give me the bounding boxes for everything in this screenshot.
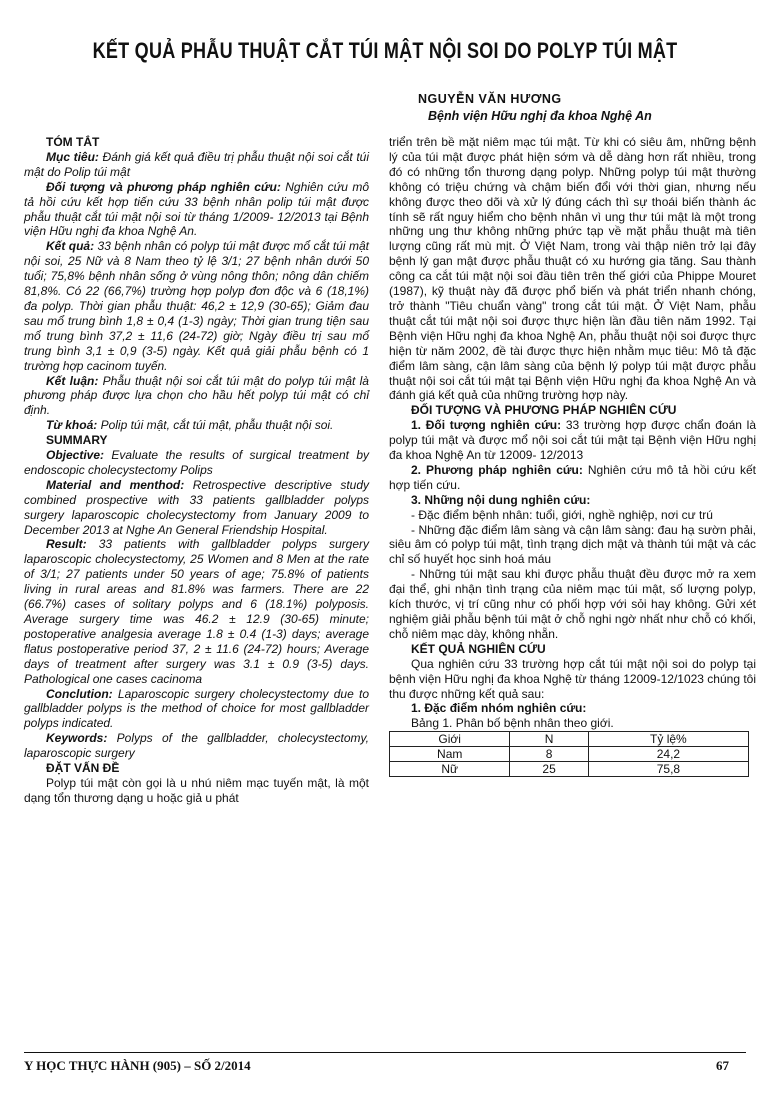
objective-text-en: Evaluate the results of surgical treatment by endoscopic cholecystectomy Polips — [24, 448, 369, 477]
table-cell: Nữ — [390, 762, 510, 777]
methods-paragraph-vi — [24, 180, 369, 240]
methods-label-vi: Đối tượng và phương pháp nghiên cứu: — [46, 179, 281, 194]
method-paragraph — [389, 463, 756, 493]
table-cell: Nam — [390, 747, 510, 762]
keywords-label-vi: Từ khoá: — [46, 418, 98, 433]
gender-table — [389, 731, 749, 777]
results-heading: KẾT QUẢ NGHIÊN CỨU — [411, 641, 546, 656]
keywords-text-vi: Polip túi mật, cắt túi mật, phẫu thuật nội soi. — [97, 418, 334, 433]
conclusion-label-en: Conclution: — [46, 686, 113, 701]
author-affiliation: Bệnh viện Hữu nghị đa khoa Nghệ An — [428, 109, 652, 123]
page-number: 67 — [716, 1058, 729, 1073]
right-column — [389, 135, 756, 777]
keywords-paragraph-en — [24, 731, 369, 761]
table-header-row — [390, 732, 749, 747]
keywords-label-en: Keywords: — [46, 731, 108, 746]
footer-rule — [24, 1052, 746, 1053]
objective-paragraph-vi — [24, 150, 369, 180]
journal-footer: Y HỌC THỰC HÀNH (905) – SỐ 2/2014 — [24, 1058, 251, 1073]
introduction-paragraph-start: Polyp túi mật còn gọi là u nhú niêm mạc tuyến mật, là một dạng tổn thương dạng u hoặc giả u phát — [24, 775, 369, 805]
table-row — [390, 747, 749, 762]
table-caption: Bảng 1. Phân bố bệnh nhân theo giới. — [411, 716, 614, 731]
table-header-cell: Giới — [390, 732, 510, 747]
objective-label-en: Objective: — [46, 448, 105, 463]
conclusion-paragraph-vi — [24, 374, 369, 419]
conclusion-paragraph-en — [24, 687, 369, 732]
abstract-heading: TÓM TẮT — [46, 135, 100, 149]
table-cell: 75,8 — [588, 762, 748, 777]
methods-label-en: Material and menthod: — [46, 477, 185, 492]
introduction-paragraph-continued: triển trên bề mặt niêm mạc túi mật. Từ khi có siêu âm, những bệnh lý của túi mật được phát hiện sớm và dễ dàng hơn rất nhiều, trong đó có những tổn thương dạng polyp. Những polyp túi mật thường không có triệu chứng và chậm biến đổi với thời gian, nhưng nếu không được theo dõi và xử lý đúng cách thì sự thoái biến thành ác tính sẽ rất nguy hiểm cho bệnh nhân vì ung thư túi mật là một trong những ung thư không những phức tạp về mặt phẫu thuật mà tiên lượng cũng rất mù mịt. Ở Việt Nam, trong vài thập niên trở lại đây bệnh lý gan mật được phẫu thuật có xu hướng gia tăng. Sau thành công ca cắt túi mật nội soi đầu tiên trên thế giới của Phippe Mouret (1987), kỹ thuật này đã được phổ biến và phát triển nhanh chóng, trở thành "Tiêu chuẩn vàng" trong cắt túi mật. Ở Việt Nam, phẫu thuật cắt túi mật nội soi được thực hiện lần đầu tiên năm 1992. Tại Bệnh viện Hữu nghị đa khoa Nghệ An, phẫu thuật nội soi được thực hiện từ năm 2002, đề tài được thực hiện nhằm mục tiêu: Mô tả đặc điểm lâm sàng, cận lâm sàng của bệnh lý polyp túi mật được phẫu thuật nội soi cắt túi mật tại Bệnh viện Hữu nghị đa khoa Nghệ An và đánh giá kết quả của những trường hợp này. — [389, 135, 756, 403]
results-paragraph-en — [24, 537, 369, 686]
objective-text-vi: Đánh giá kết quả điều trị phẫu thuật nội soi cắt túi mật do Polip túi mật — [24, 149, 369, 179]
subjects-text: 33 trường hợp được chẩn đoán là polyp túi mật và được mổ nội soi cắt túi mật tại Bệnh viện Hữu nghị đa khoa Nghệ An từ 12009- 12/2013 — [389, 418, 756, 463]
method-text: Nghiên cứu mô tả hồi cứu kết hợp tiến cứu. — [389, 462, 756, 492]
results-paragraph-vi — [24, 239, 369, 373]
table-row — [390, 762, 749, 777]
left-column — [24, 135, 369, 806]
methods-heading: ĐỐI TƯỢNG VÀ PHƯƠNG PHÁP NGHIÊN CỨU — [411, 403, 677, 418]
introduction-heading: ĐẶT VẤN ĐỀ — [46, 761, 120, 776]
conclusion-text-vi: Phẫu thuật nội soi cắt túi mật do polyp túi mật là phương pháp được lựa chọn cho hầu hết polyp túi mật có chỉ định. — [24, 373, 369, 418]
keywords-text-en: Polyps of the gallbladder, cholecystectomy, laparoscopic surgery — [24, 731, 369, 761]
list-item: - Những đặc điểm lâm sàng và cận lâm sàng: đau hạ sườn phải, siêu âm có polyp túi mật, tình trạng dịch mật và thành túi mật và các chỉ số huyết học sinh hoá máu — [389, 522, 756, 567]
list-item: - Đặc điểm bệnh nhân: tuổi, giới, nghề nghiệp, nơi cư trú — [411, 507, 713, 522]
table-header-cell: Tỷ lệ% — [588, 732, 748, 747]
table-cell: 25 — [510, 762, 588, 777]
results-label-en: Result: — [46, 537, 87, 552]
author-name: NGUYỄN VĂN HƯƠNG — [418, 92, 562, 106]
contents-label: 3. Những nội dung nghiên cứu: — [411, 492, 591, 507]
methods-paragraph-en — [24, 478, 369, 538]
conclusion-label-vi: Kết luận: — [46, 373, 99, 388]
results-text-en: 33 patients with gallbladder polyps surgery laparoscopic cholecystectomy, 25 Women and 8 Men at the rate of 3/1; 27 patients under 50 years of age; 75.8% of patients living in rural areas and 81.8% was farmers. There are 22 (66.7%) cases of solitary polyps and 6 (18.1%) polyposis. Average surgery time was 46.2 ± 12.9 (30-65) minute; postoperative analgesia average 1.8 ± 0.4 (1-3) days; average flatus postoperative period 37, 2 ± 11.6 (24-72) hours; Average days of treatment after surgery was 3.1 ± 0.9 (3-5) days. Pathological one cases cacinoma — [24, 537, 369, 686]
keywords-paragraph-vi — [24, 418, 369, 433]
summary-heading: SUMMARY — [46, 433, 108, 448]
methods-text-vi: Nghiên cứu mô tả hồi cứu kết hợp tiến cứu 33 bệnh nhân polip túi mật được phẫu thuật cắt túi mật nội soi từ tháng 1/2009- 12/2013 tại Bệnh viện Hữu nghị đa khoa Nghệ An. — [24, 179, 369, 239]
subjects-paragraph — [389, 418, 756, 463]
group-characteristics-label: 1. Đặc điểm nhóm nghiên cứu: — [411, 701, 587, 716]
conclusion-text-en: Laparoscopic surgery cholecystectomy due to gallbladder polyps is the method of choice for most gallbladder polyps indicated. — [24, 686, 369, 731]
methods-text-en: Retrospective descriptive study combined prospective with 33 patients gallbladder polyps surgery laparoscopic cholecystectomy from January 2009 to December 2013 at Nghe An General Friendship Hospital. — [24, 477, 370, 537]
objective-label-vi: Mục tiêu: — [46, 149, 99, 164]
results-intro: Qua nghiên cứu 33 trường hợp cắt túi mật nội soi do polyp tại bệnh viện Hữu nghị đa khoa Nghệ từ tháng 12009-12/1023 chúng tôi thu được những kết quả sau: — [389, 656, 757, 701]
method-label: 2. Phương pháp nghiên cứu: — [411, 462, 583, 477]
results-label-vi: Kết quả: — [46, 239, 95, 254]
results-text-vi: 33 bệnh nhân có polyp túi mật được mổ cắt túi mật nội soi, 25 Nữ và 8 Nam theo tỷ lệ 3/1; 27 bệnh nhân dưới 50 tuổi; 75,8% bệnh nhân sống ở vùng nông thôn; nông dân chiếm 81,8%. Có 22 (66,7%) trường hợp polyp đơn độc và 6 (18,1%) đa polyp. Thời gian phẫu thuật: 46,2 ± 12,9 (30-65); Giảm đau sau mổ trung bình 1,8 ± 0,4 (1-3) ngày; Thời gian trung tiện sau mổ trung bình 37,2 ± 11,6 (24-72) giờ; Ngày điều trị sau mổ trung bình 3,1 ± 0,9 (3-5) ngày. Kết quả giải phẫu bệnh có 1 trường hợp cacinom tuyến. — [24, 239, 369, 373]
table-header-cell: N — [510, 732, 588, 747]
subjects-label: 1. Đối tượng nghiên cứu: — [411, 418, 562, 433]
table-cell: 24,2 — [588, 747, 748, 762]
table-cell: 8 — [510, 747, 588, 762]
objective-paragraph-en — [24, 448, 369, 478]
list-item: - Những túi mật sau khi được phẫu thuật đều được mở ra xem đại thể, ghi nhận tình trạng của niêm mạc túi mật, số lượng polyp, kích thước, vị trí cũng như có phối hợp với sỏi hay không. Gửi xét nghiệm giải phẫu bệnh túi mật ở chỗ nghi ngờ nhất như chỗ có khối, chỗ niêm mạc dày, không nhẵn. — [389, 567, 756, 641]
article-title: KẾT QUẢ PHẪU THUẬT CẮT TÚI MẬT NỘI SOI DO POLYP TÚI MẬT — [92, 38, 678, 63]
